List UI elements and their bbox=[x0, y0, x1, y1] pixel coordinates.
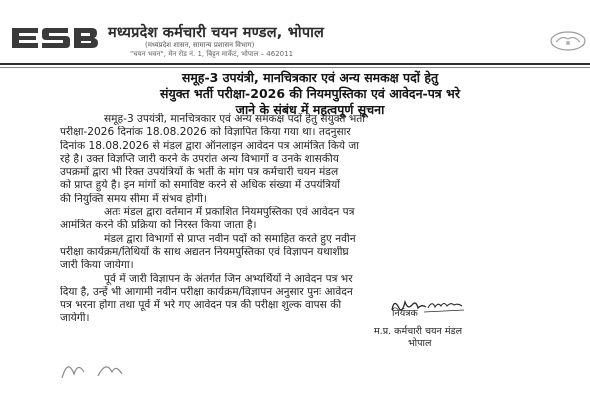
notice-subject bbox=[40, 70, 580, 118]
body-line: उपक्रमों द्वारा भी रिक्त उपयंत्रियों के भर्ती के मांग पत्र कर्मचारी चयन मंडल bbox=[60, 166, 339, 179]
header-divider-thin bbox=[0, 67, 590, 68]
subject-line-1: समूह-3 उपयंत्री, मानचित्रकार एवं अन्य समकक्ष पदों हेतु bbox=[181, 70, 439, 85]
subject-line-2: संयुक्त भर्ती परीक्षा-2026 की नियमपुस्तिका एवं आवेदन-पत्र भरे bbox=[160, 86, 460, 101]
body-line: को प्राप्त हुये है। इन मांगों को समाविष्ट करने से अधिक संख्या में उपयंत्रियों bbox=[60, 179, 340, 192]
body-line: पूर्व में जारी विज्ञापन के अंतर्गत जिन अभ्यर्थियों ने आवेदन पत्र भर bbox=[104, 272, 353, 285]
body-line: पत्र भरना होगा तथा पूर्व में भरे गए आवेदन पत्र की परीक्षा शुल्क वापस की bbox=[60, 299, 342, 312]
signatory-org: म.प्र. कर्मचारी चयन मंडल bbox=[374, 326, 463, 337]
body-line: दिनांक 18.08.2026 से मंडल द्वारा ऑनलाइन आवेदन पत्र आमंत्रित किये जा bbox=[60, 139, 359, 152]
body-line: जायेगी। bbox=[60, 312, 90, 325]
org-address: "चयन भवन", मेन रोड नं. 1, बिट्टन मार्केट, भोपाल – 462011 bbox=[130, 50, 294, 58]
header-divider bbox=[0, 63, 590, 65]
subject-line-3: जाने के संबंध में महत्वपूर्ण सूचना bbox=[235, 102, 385, 117]
esb-logo bbox=[8, 24, 100, 52]
signatory-city: भोपाल bbox=[408, 338, 432, 349]
body-line: समूह-3 उपयंत्री, मानचित्रकार एवं अन्य समकक्ष पदों हेतु संयुक्त भर्ती bbox=[104, 113, 366, 125]
signatory-block bbox=[374, 308, 588, 350]
body-line: परीक्षा कार्यक्रम/तिथियों के साथ अद्यतन नियमपुस्तिका एवं विज्ञापन यथाशीघ्र bbox=[60, 245, 349, 258]
notice-body bbox=[60, 113, 588, 326]
initials-scribble bbox=[58, 352, 148, 382]
org-subtitle: (मध्यप्रदेश शासन, सामान्य प्रशासन विभाग) bbox=[145, 41, 255, 49]
org-title: मध्यप्रदेश कर्मचारी चयन मण्डल, भोपाल bbox=[108, 25, 325, 41]
emblem-icon bbox=[548, 30, 588, 52]
signatory-title: नियंत्रक bbox=[392, 308, 418, 319]
body-line: मंडल द्वारा विभागों से प्राप्त नवीन पदों को समाहित करते हुए नवीन bbox=[104, 232, 356, 245]
body-line: रहे है। उक्त विज्ञप्ति जारी करने के उपरांत अन्य विभागों व उनके शासकीय bbox=[60, 152, 339, 165]
body-line: जारी किया जायेगा। bbox=[60, 259, 134, 272]
body-line: आमंत्रित करने की प्रक्रिया को निरस्त किया जाता है। bbox=[60, 219, 257, 232]
body-line: अतः मंडल द्वारा वर्तमान में प्रकाशित नियमपुस्तिका एवं आवेदन पत्र bbox=[104, 206, 355, 219]
body-line: की नियुक्ति समय सीमा में संभव होगी। bbox=[60, 192, 207, 205]
body-line: दिया है, उन्हें भी आगामी नवीन परीक्षा कार्यक्रम/विज्ञापन अनुसार पुनः आवेदन bbox=[60, 285, 353, 298]
body-line: परीक्षा-2026 दिनांक 18.08.2026 को विज्ञापित किया गया था। तदनुसार bbox=[60, 126, 351, 139]
